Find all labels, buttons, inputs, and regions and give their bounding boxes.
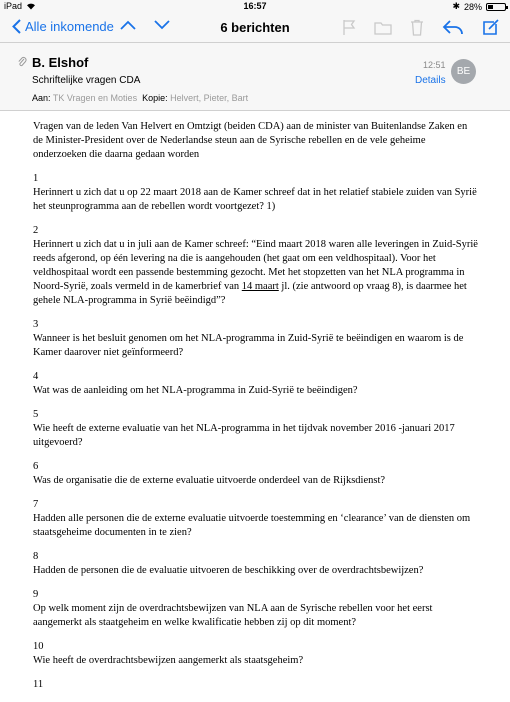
question-text: Hadden de personen die de evaluatie uitvoeren de beschikking over de overdrachtsbewijzen? bbox=[33, 565, 424, 576]
question-number: 6 bbox=[33, 461, 39, 472]
details-link[interactable]: Details bbox=[415, 75, 446, 86]
question-number: 4 bbox=[33, 371, 39, 382]
question-number: 9 bbox=[33, 589, 39, 600]
back-button[interactable] bbox=[12, 19, 114, 34]
question-9 bbox=[33, 588, 479, 630]
question-text bbox=[33, 239, 478, 306]
question-number: 7 bbox=[33, 499, 39, 510]
battery-fill bbox=[488, 5, 493, 9]
question-8 bbox=[33, 550, 479, 578]
trash-icon[interactable] bbox=[410, 19, 424, 36]
intro-paragraph: Vragen van de leden Van Helvert en Omtzigt (beiden CDA) aan de minister van Buitenlandse Zaken en de Minister-President over de Nederlandse steun aan de Syrische rebellen en de vele geheime onderzoeken die daarna gedaan worden bbox=[33, 121, 468, 160]
question-text: Hadden alle personen die de externe evaluatie uitvoerde toestemming en ‘clearance’ van de diensten om staatsgeheime documenten in te zien? bbox=[33, 513, 471, 538]
device-label: iPad bbox=[4, 1, 23, 11]
reply-icon[interactable] bbox=[442, 19, 464, 35]
date-link[interactable]: 14 maart bbox=[241, 281, 279, 292]
question-1 bbox=[33, 172, 479, 214]
status-time: 16:57 bbox=[243, 1, 267, 11]
bluetooth-icon: ✱ bbox=[452, 1, 460, 11]
question-4 bbox=[33, 370, 479, 398]
question-5 bbox=[33, 408, 479, 450]
mail-time: 12:51 bbox=[423, 60, 446, 70]
to-label: Aan: bbox=[32, 93, 51, 103]
mail-header bbox=[0, 43, 510, 111]
chevron-up-icon[interactable] bbox=[120, 20, 136, 30]
mail-subject: Schriftelijke vragen CDA bbox=[32, 75, 141, 86]
status-bar bbox=[0, 0, 510, 13]
back-label: Alle inkomende bbox=[25, 19, 114, 34]
battery-percent: 28% bbox=[463, 1, 482, 12]
question-text: Wanneer is het besluit genomen om het NLA-programma in Zuid-Syrië te beëindigen en waarom is de Kamer daarover niet geïnformeerd? bbox=[33, 333, 464, 358]
question-6 bbox=[33, 460, 479, 488]
question-number: 2 bbox=[33, 225, 39, 236]
nav-title: 6 berichten bbox=[220, 20, 290, 35]
question-text: Was de organisatie die de externe evaluatie uitvoerde onderdeel van de Rijksdienst? bbox=[33, 475, 386, 486]
nav-bar bbox=[0, 13, 510, 43]
question-3 bbox=[33, 318, 479, 360]
question-number: 8 bbox=[33, 551, 39, 562]
status-right bbox=[452, 1, 506, 12]
compose-icon[interactable] bbox=[482, 18, 500, 36]
flag-icon[interactable] bbox=[342, 19, 356, 36]
question-text: Op welk moment zijn de overdrachtsbewijzen van NLA aan de Syrische rebellen voor het eerst aangemerkt als staatgeheim en welke kwalificatie hebben zij op dit moment? bbox=[33, 603, 433, 628]
question-text-part: Herinnert u zich dat u in juli aan de Kamer schreef: “Eind maart 2018 waren alle leveringen in Zuid-Syrië reeds afgerond, op één levering na die is aangehouden (het gaat om een veldhospitaal). Voor het veldhospitaal wordt een passende bestemming gezocht. Met het stopzetten van het NLA programma in Noord-Syrië, zoals vermeld in de kamerbrief van bbox=[33, 239, 478, 292]
question-number: 1 bbox=[33, 173, 39, 184]
question-number: 10 bbox=[33, 641, 44, 652]
question-text: Wie heeft de externe evaluatie van het NLA-programma in het tijdvak november 2016 -januari 2017 uitgevoerd? bbox=[33, 423, 455, 448]
recipients-line bbox=[32, 93, 248, 103]
avatar[interactable]: BE bbox=[451, 59, 476, 84]
cc-label: Kopie: bbox=[142, 93, 168, 103]
question-text: Wat was de aanleiding om het NLA-programma in Zuid-Syrië te beëindigen? bbox=[33, 385, 358, 396]
paperclip-icon bbox=[18, 57, 27, 68]
question-7 bbox=[33, 498, 479, 540]
question-text-part: jl. (zie antwoord op vraag 8), is daarmee het gehele NLA-programma in Syrië beëindigd”? bbox=[33, 281, 467, 306]
mail-body bbox=[33, 120, 479, 702]
battery-icon bbox=[486, 3, 506, 11]
question-11 bbox=[33, 678, 479, 692]
question-number: 11 bbox=[33, 679, 44, 690]
question-text: Wie heeft de overdrachtsbewijzen aangemerkt als staatsgeheim? bbox=[33, 655, 304, 666]
cc-recipients[interactable]: Helvert, Pieter, Bart bbox=[170, 93, 249, 103]
chevron-down-icon[interactable] bbox=[154, 20, 170, 30]
chevron-left-icon bbox=[12, 19, 21, 34]
question-number: 3 bbox=[33, 319, 39, 330]
folder-icon[interactable] bbox=[374, 20, 392, 35]
question-2 bbox=[33, 224, 479, 308]
question-text: Herinnert u zich dat u op 22 maart 2018 aan de Kamer schreef dat in het relatief stabiele zuiden van Syrië het steunprogramma aan de rebellen wordt voortgezet? 1) bbox=[33, 187, 477, 212]
message-arrows bbox=[120, 20, 170, 30]
question-10 bbox=[33, 640, 479, 668]
question-number: 5 bbox=[33, 409, 39, 420]
to-recipient[interactable]: TK Vragen en Moties bbox=[52, 93, 138, 103]
sender-name[interactable]: B. Elshof bbox=[32, 55, 89, 70]
toolbar-buttons bbox=[342, 18, 500, 36]
